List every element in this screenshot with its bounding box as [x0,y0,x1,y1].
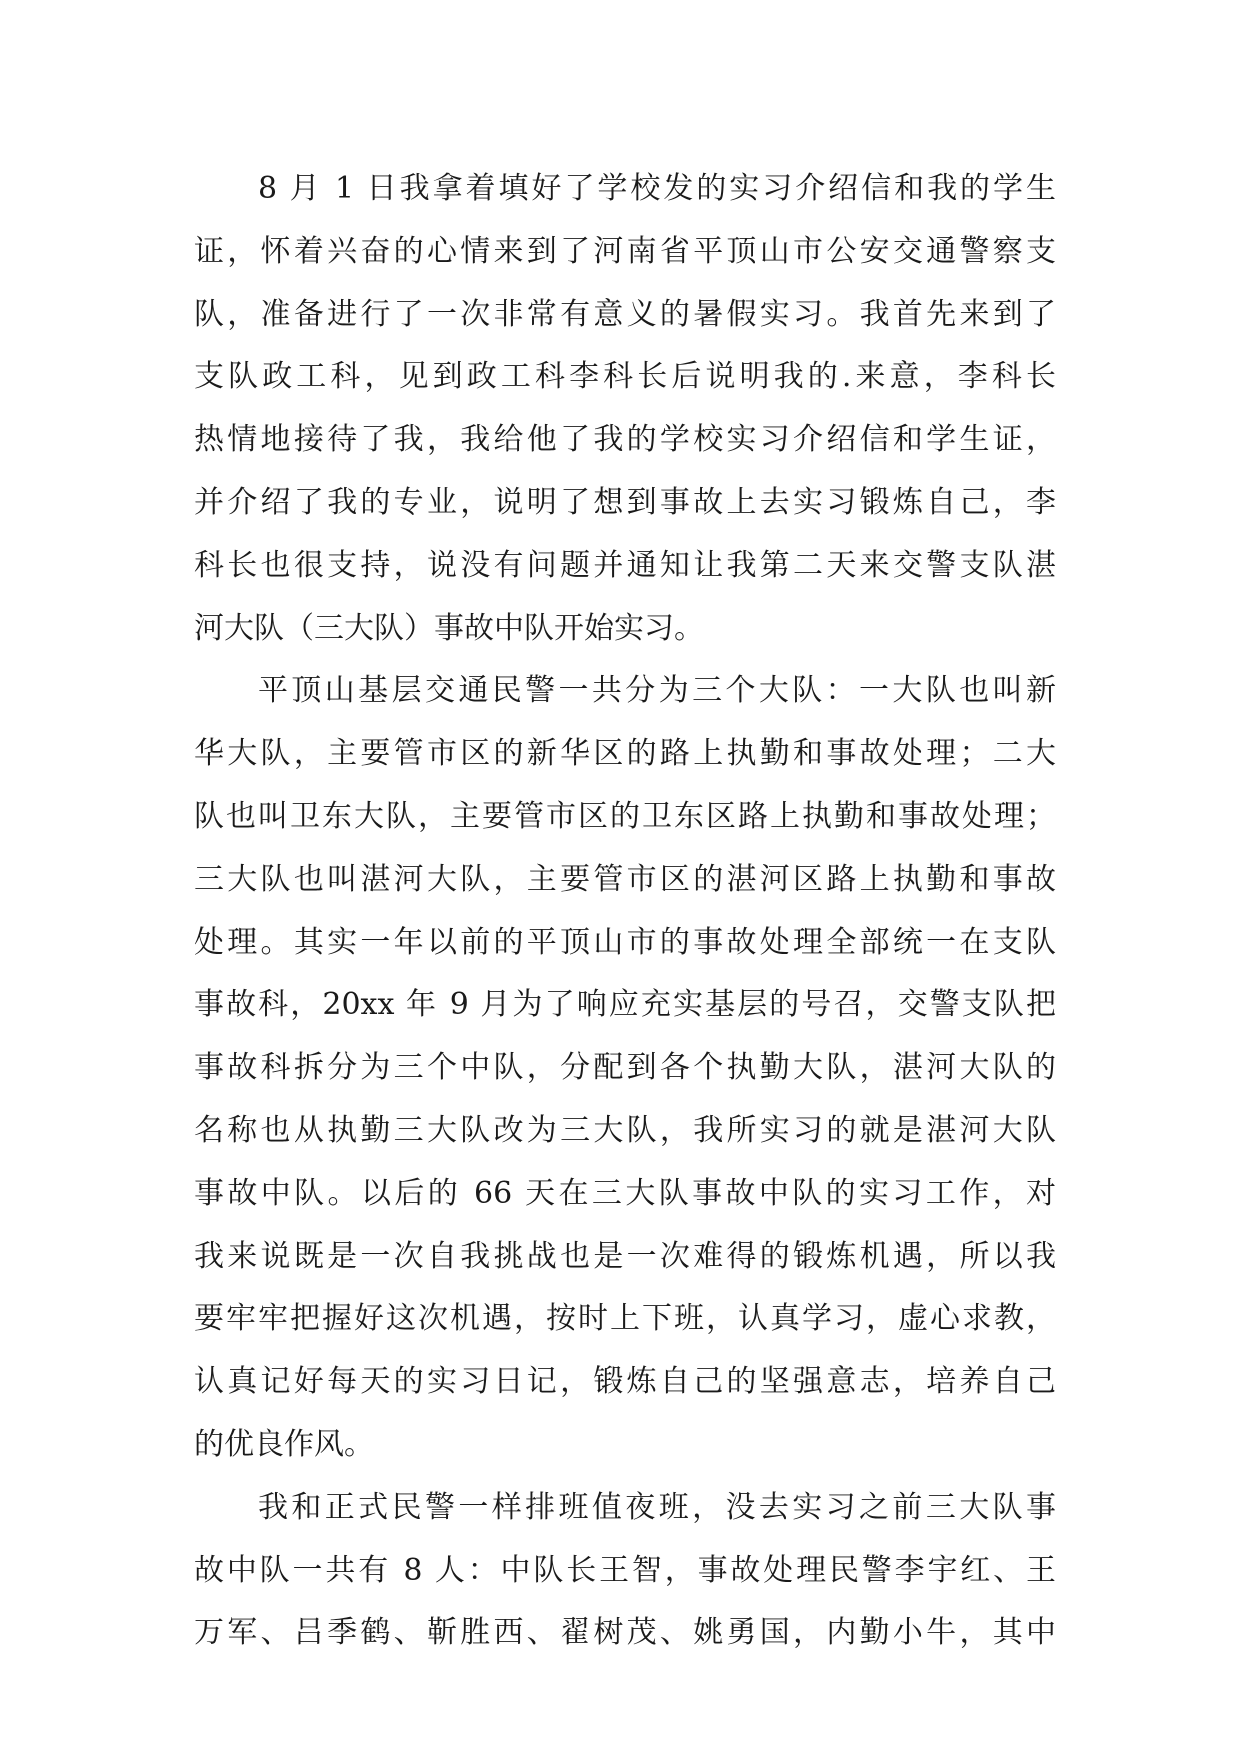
text-line: 事故科拆分为三个中队，分配到各个执勤大队，湛河大队的 [194,1050,1056,1086]
paragraph-2 [194,660,1056,1476]
text-line: 三大队也叫湛河大队，主要管市区的湛河区路上执勤和事故 [194,861,1056,897]
text-line: 华大队，主要管市区的新华区的路上执勤和事故处理；二大 [194,736,1056,772]
text-line: 队也叫卫东大队，主要管市区的卫东区路上执勤和事故处理； [194,798,1056,834]
text-line: 我和正式民警一样排班值夜班，没去实习之前三大队事 [258,1489,1056,1525]
paragraph-3 [194,1477,1056,1665]
text-line: 河大队（三大队）事故中队开始实习。 [194,610,704,646]
text-line: 我来说既是一次自我挑战也是一次难得的锻炼机遇，所以我 [194,1238,1056,1274]
document-body [194,158,1056,1665]
text-line: 的优良作风。 [194,1426,374,1462]
text-line: 万军、吕季鹤、靳胜西、翟树茂、姚勇国，内勤小牛，其中 [194,1615,1056,1651]
text-line: 并介绍了我的专业，说明了想到事故上去实习锻炼自己，李 [194,484,1056,520]
text-line: 故中队一共有 8 人：中队长王智，事故处理民警李宇红、王 [194,1552,1056,1588]
text-line: 名称也从执勤三大队改为三大队，我所实习的就是湛河大队 [194,1112,1056,1148]
text-line: 证，怀着兴奋的心情来到了河南省平顶山市公安交通警察支 [194,233,1056,269]
paragraph-1 [194,158,1056,660]
text-line: 队，准备进行了一次非常有意义的暑假实习。我首先来到了 [194,296,1056,332]
text-line: 科长也很支持，说没有问题并通知让我第二天来交警支队湛 [194,547,1056,583]
text-line: 要牢牢把握好这次机遇，按时上下班，认真学习，虚心求教， [194,1301,1056,1337]
text-line: 热情地接待了我，我给他了我的学校实习介绍信和学生证， [194,422,1056,458]
text-line: 事故科，20xx 年 9 月为了响应充实基层的号召，交警支队把 [194,987,1056,1023]
text-line: 支队政工科，见到政工科李科长后说明我的.来意，李科长 [194,359,1056,395]
text-line: 处理。其实一年以前的平顶山市的事故处理全部统一在支队 [194,924,1056,960]
text-line: 平顶山基层交通民警一共分为三个大队：一大队也叫新 [258,673,1056,709]
text-line: 事故中队。以后的 66 天在三大队事故中队的实习工作，对 [194,1175,1056,1211]
text-line: 8 月 1 日我拿着填好了学校发的实习介绍信和我的学生 [258,171,1056,206]
text-line: 认真记好每天的实习日记，锻炼自己的坚强意志，培养自己 [194,1364,1056,1400]
